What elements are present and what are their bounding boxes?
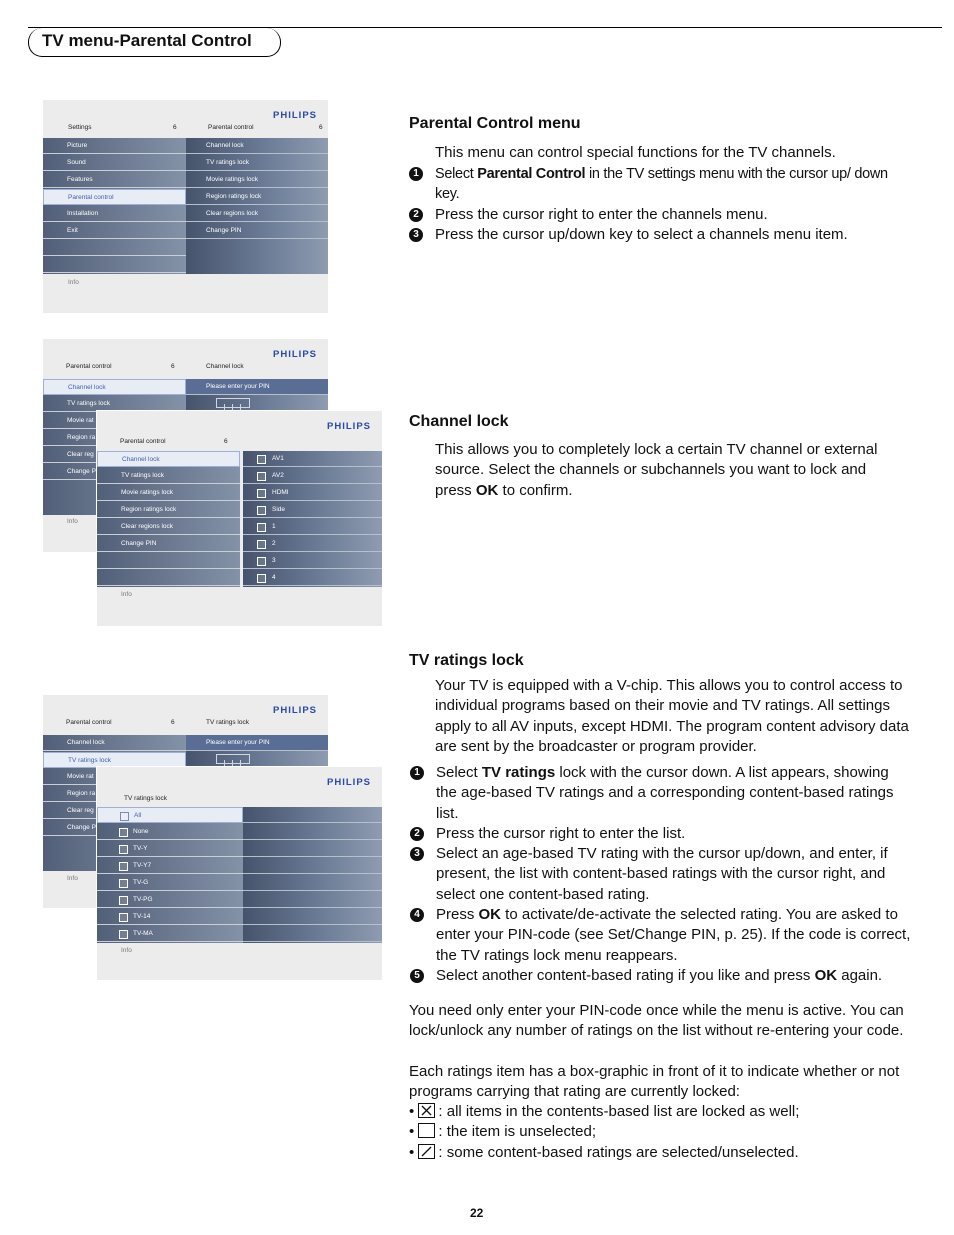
- menu-header-right-count: 6: [319, 124, 323, 131]
- menu-item-empty: [97, 553, 240, 569]
- section-heading-parental-control-menu: Parental Control menu: [409, 115, 581, 132]
- channel-row[interactable]: [243, 485, 382, 501]
- step-text: again.: [837, 967, 883, 984]
- checkbox-icon[interactable]: [119, 913, 128, 922]
- menu-item[interactable]: Exit: [43, 223, 186, 239]
- pin-prompt: Please enter your PIN: [186, 735, 328, 751]
- bullet-text: : the item is unselected;: [438, 1123, 597, 1140]
- menu-item[interactable]: Sound: [43, 155, 186, 171]
- step-number-icon: 1: [410, 766, 424, 780]
- channel-row[interactable]: [243, 502, 382, 518]
- channel-row[interactable]: [243, 536, 382, 552]
- menu-item[interactable]: Installation: [43, 206, 186, 222]
- step-number-icon: 1: [409, 167, 423, 181]
- box-graphic-paragraph: Each ratings item has a box-graphic in front of it to indicate whether or not programs carrying that rating are currently locked:: [409, 1063, 900, 1101]
- channel-label: AV2: [272, 472, 284, 479]
- checkbox-icon[interactable]: [257, 455, 266, 464]
- rating-label: None: [133, 828, 149, 835]
- channel-list: [243, 451, 382, 587]
- checkbox-icon[interactable]: [119, 896, 128, 905]
- submenu-item[interactable]: TV ratings lock: [186, 155, 328, 171]
- rating-label: TV-14: [133, 913, 151, 920]
- channel-label: 1: [272, 523, 276, 530]
- page-number: 22: [470, 1206, 484, 1220]
- philips-logo: PHILIPS: [327, 421, 371, 432]
- info-label: Info: [67, 875, 78, 882]
- tv-screen-ratings-list: [97, 767, 382, 980]
- channel-label: 4: [272, 574, 276, 581]
- section1-step-1: [435, 164, 905, 205]
- panel-row-empty: [243, 909, 382, 925]
- menu-item[interactable]: TV ratings lock: [97, 468, 240, 484]
- step-number-icon: 3: [409, 228, 423, 242]
- section2-body: [435, 440, 905, 501]
- menu-header-left-count: 6: [224, 438, 228, 445]
- checkbox-icon[interactable]: [257, 557, 266, 566]
- channel-row[interactable]: [243, 570, 382, 586]
- menu-item[interactable]: Movie rat: [43, 413, 186, 429]
- channel-label: 2: [272, 540, 276, 547]
- checkbox-icon[interactable]: [257, 489, 266, 498]
- menu-right-column: [186, 138, 328, 274]
- pin-prompt: Please enter your PIN: [186, 379, 328, 395]
- rating-label: TV-G: [133, 879, 149, 886]
- step-text: in the TV settings menu with the cursor up/ down key.: [435, 166, 888, 203]
- menu-item-empty: [43, 240, 186, 256]
- checkbox-icon[interactable]: [120, 812, 129, 821]
- step-text: Select: [436, 764, 482, 781]
- menu-item-selected[interactable]: Channel lock: [43, 379, 186, 395]
- section1-step-2: Press the cursor right to enter the channels menu.: [435, 206, 768, 223]
- section3-step-3: Select an age-based TV rating with the cursor up/down, and enter, if present, the list with content-based ratings with the cursor right, and select one content-based rating.: [436, 845, 888, 903]
- menu-item[interactable]: Clear reg: [43, 803, 186, 819]
- bullet-text: : all items in the contents-based list are locked as well;: [438, 1103, 800, 1120]
- panel-row-empty: [243, 858, 382, 874]
- rating-row[interactable]: [97, 892, 243, 908]
- step-text: lock with the cursor down. A list appears, showing the age-based TV ratings and a corresponding content-based ratings list.: [436, 764, 894, 822]
- submenu-item[interactable]: Clear regions lock: [186, 206, 328, 222]
- section3-step-4: [436, 905, 918, 966]
- checkbox-icon[interactable]: [257, 540, 266, 549]
- rating-row-selected[interactable]: [97, 807, 243, 823]
- menu-item[interactable]: TV ratings lock: [43, 396, 186, 412]
- channel-label: HDMI: [272, 489, 289, 496]
- menu-header-left-count: 6: [171, 719, 175, 726]
- menu-item[interactable]: Region ra: [43, 786, 186, 802]
- channel-row[interactable]: [243, 553, 382, 569]
- pin-note-paragraph: You need only enter your PIN-code once while the menu is active. You can lock/unlock any number of ratings on the list without re-entering your code.: [409, 1002, 904, 1040]
- step-bold: TV ratings: [481, 764, 556, 781]
- panel-row-empty: [243, 892, 382, 908]
- checkbox-icon[interactable]: [119, 930, 128, 939]
- checkbox-icon[interactable]: [119, 845, 128, 854]
- menu-item-selected[interactable]: TV ratings lock: [43, 752, 186, 768]
- channel-label: AV1: [272, 455, 284, 462]
- pin-entry-field[interactable]: [216, 754, 250, 764]
- checkbox-icon[interactable]: [257, 574, 266, 583]
- pin-entry-field[interactable]: [216, 398, 250, 408]
- philips-logo: PHILIPS: [273, 705, 317, 716]
- info-label: Info: [68, 279, 79, 286]
- section3-intro: Your TV is equipped with a V-chip. This allows you to control access to individual programs based on their movie and TV ratings. All settings apply to all AV inputs, except HDMI. The program content advisory data are sent by the broadcaster or program provider.: [435, 677, 909, 755]
- menu-left-column: [97, 451, 240, 587]
- submenu-item[interactable]: Change PIN: [186, 223, 328, 239]
- box-slash-icon: [418, 1144, 435, 1159]
- menu-header-right: Parental control: [208, 124, 254, 131]
- step-text: Press: [436, 906, 479, 923]
- menu-item-selected[interactable]: Parental control: [43, 189, 186, 205]
- menu-item[interactable]: Region ratings lock: [97, 502, 240, 518]
- menu-item[interactable]: Clear reg: [43, 447, 186, 463]
- channel-row[interactable]: [243, 519, 382, 535]
- menu-left-column: [43, 138, 186, 274]
- checkbox-icon[interactable]: [257, 523, 266, 532]
- menu-item-empty: [43, 257, 186, 273]
- tv-screen-channel-lock-list: [97, 411, 382, 626]
- step-number-icon: 2: [410, 827, 424, 841]
- menu-item[interactable]: Movie rat: [43, 769, 186, 785]
- philips-logo: PHILIPS: [327, 777, 371, 788]
- step-number-icon: 2: [409, 208, 423, 222]
- body-text: to confirm.: [498, 481, 573, 499]
- section3-step-1: [436, 763, 910, 824]
- ok-key: OK: [475, 481, 499, 499]
- philips-logo: PHILIPS: [273, 110, 317, 121]
- channel-row[interactable]: [243, 451, 382, 467]
- menu-header-left: Parental control: [120, 438, 166, 445]
- step-text: Select: [435, 166, 478, 182]
- panel-row-empty: [243, 841, 382, 857]
- section3-step-2: Press the cursor right to enter the list.: [436, 825, 686, 842]
- step-bold: Parental Control: [477, 166, 586, 182]
- info-label: Info: [121, 591, 132, 598]
- info-label: Info: [121, 947, 132, 954]
- channel-label: Side: [272, 506, 286, 513]
- rating-label: TV-Y7: [133, 862, 152, 869]
- rating-row[interactable]: [97, 926, 243, 942]
- menu-header-right: Channel lock: [206, 363, 244, 370]
- rating-label: TV-Y: [133, 845, 148, 852]
- menu-item[interactable]: Movie ratings lock: [97, 485, 240, 501]
- panel-row-empty: [243, 875, 382, 891]
- rating-row[interactable]: [97, 875, 243, 891]
- step-text: Select another content-based rating if you like and press: [436, 967, 815, 984]
- menu-item[interactable]: Change P: [43, 464, 186, 480]
- rating-label: All: [134, 812, 142, 819]
- panel-row-empty: [243, 807, 382, 823]
- bullet-unselected: • : the item is unselected;: [409, 1123, 597, 1140]
- rating-row[interactable]: [97, 858, 243, 874]
- panel-row-empty: [243, 926, 382, 942]
- box-crossed-icon: [418, 1103, 435, 1118]
- menu-item[interactable]: Change PIN: [97, 536, 240, 552]
- ok-key: OK: [814, 967, 838, 984]
- step-number-icon: 4: [410, 908, 424, 922]
- checkbox-icon[interactable]: [119, 879, 128, 888]
- channel-label: 3: [272, 557, 276, 564]
- info-label: Info: [67, 518, 78, 525]
- section-heading-channel-lock: Channel lock: [409, 413, 509, 430]
- box-empty-icon: [418, 1123, 435, 1138]
- menu-item[interactable]: Picture: [43, 138, 186, 154]
- philips-logo: PHILIPS: [273, 349, 317, 360]
- step-text: to activate/de-activate the selected rating. You are asked to enter your PIN-code (see Set/Change PIN, p. 25). If the code is correct, the TV ratings lock menu reappears.: [436, 906, 911, 964]
- menu-header-left-count: 6: [173, 124, 177, 131]
- ok-key: OK: [478, 906, 502, 923]
- rating-label: TV-MA: [133, 930, 153, 937]
- menu-header-left: Parental control: [66, 363, 112, 370]
- menu-header-left: Parental control: [66, 719, 112, 726]
- menu-header-right: TV ratings lock: [206, 719, 249, 726]
- submenu-item[interactable]: Movie ratings lock: [186, 172, 328, 188]
- channel-row[interactable]: [243, 468, 382, 484]
- menu-item[interactable]: Region ra: [43, 430, 186, 446]
- rating-row[interactable]: [97, 841, 243, 857]
- submenu-item[interactable]: Region ratings lock: [186, 189, 328, 205]
- menu-header-left: TV ratings lock: [124, 795, 167, 802]
- step-number-icon: 5: [410, 969, 424, 983]
- section-heading-tv-ratings-lock: TV ratings lock: [409, 652, 524, 669]
- menu-header-left-count: 6: [171, 363, 175, 370]
- checkbox-icon[interactable]: [257, 472, 266, 481]
- checkbox-icon[interactable]: [119, 828, 128, 837]
- menu-item-selected[interactable]: Channel lock: [97, 451, 240, 467]
- body-text: This allows you to completely lock a certain TV channel or external source. Select the channels or subchannels you want to lock and press: [435, 441, 878, 499]
- section1-step-3: Press the cursor up/down key to select a channels menu item.: [435, 226, 848, 243]
- submenu-item[interactable]: Channel lock: [186, 138, 328, 154]
- menu-item-empty: [97, 570, 240, 586]
- section1-intro: This menu can control special functions for the TV channels.: [435, 144, 836, 161]
- checkbox-icon[interactable]: [257, 506, 266, 515]
- menu-item[interactable]: Channel lock: [43, 735, 186, 751]
- rating-row[interactable]: [97, 909, 243, 925]
- menu-header-left: Settings: [68, 124, 92, 131]
- menu-item[interactable]: Change P: [43, 820, 186, 836]
- rating-label: TV-PG: [133, 896, 153, 903]
- tv-screen-settings: [43, 100, 328, 313]
- bullet-text: : some content-based ratings are selected/unselected.: [438, 1144, 799, 1161]
- bullet-locked: • : all items in the contents-based list are locked as well;: [409, 1103, 800, 1120]
- bullet-partial: • : some content-based ratings are selected/unselected.: [409, 1144, 799, 1161]
- menu-item[interactable]: Clear regions lock: [97, 519, 240, 535]
- menu-item[interactable]: Features: [43, 172, 186, 188]
- checkbox-icon[interactable]: [119, 862, 128, 871]
- step-number-icon: 3: [410, 847, 424, 861]
- ratings-list: [97, 807, 243, 943]
- section3-step-5: [436, 966, 918, 986]
- rating-row[interactable]: [97, 824, 243, 840]
- content-ratings-panel: [243, 807, 382, 943]
- page-title: TV menu-Parental Control: [42, 31, 252, 50]
- section-header: [28, 28, 281, 57]
- panel-row-empty: [243, 824, 382, 840]
